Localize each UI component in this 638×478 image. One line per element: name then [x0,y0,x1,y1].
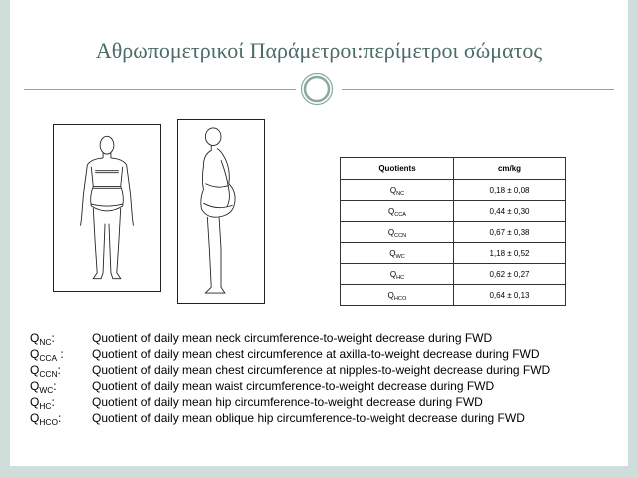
legend-abbreviation: $Q_{CCN}$: [30,363,61,379]
legend-description: Quotient of daily mean hip circumference-to-weight decrease during FWD [92,395,483,409]
table-row [341,264,566,285]
quotient-value: 0,67 ± 0,38 [454,222,566,243]
table-row [341,180,566,201]
quotient-value: 0,44 ± 0,30 [454,201,566,222]
legend-description: Quotient of daily mean neck circumference-to-weight decrease during FWD [92,331,493,345]
slide-title: Αθρωπομετρικοί Παράμετροι:περίμετροι σώματος [95,38,543,63]
legend-item [30,394,550,410]
legend-description: Quotient of daily mean chest circumference at axilla-to-weight decrease during FWD [92,347,540,361]
quotient-name: $Q_{NC}$ [341,180,454,201]
table-row [341,222,566,243]
table-header-row [341,158,566,180]
legend-abbreviation: $Q_{WC}$: [30,379,57,395]
legend-abbreviation: $Q_{HC}$: [30,395,55,411]
legend-item [30,346,550,362]
legend-description: Quotient of daily mean chest circumference at nipples-to-weight decrease during FWD [92,363,551,377]
body-side-outline-icon [177,119,265,304]
title-divider-right [342,89,614,90]
quotient-value: 0,18 ± 0,08 [454,180,566,201]
quotient-name: $Q_{CCA}$ [341,201,454,222]
quotient-name: $Q_{HCO}$ [341,285,454,306]
quotient-value: 1,18 ± 0,52 [454,243,566,264]
legend-item [30,330,550,346]
table-row [341,243,566,264]
slide-frame-right [628,0,638,478]
body-front-outline-icon [53,124,161,292]
quotient-name: $Q_{HC}$ [341,264,454,285]
table-header-quotients: Quotients [341,158,454,180]
legend-abbreviation: $Q_{CCA}$ : [30,347,64,363]
quotients-table [340,157,566,306]
quotient-value: 0,64 ± 0,13 [454,285,566,306]
abbreviation-legend [30,330,550,426]
legend-description: Quotient of daily mean waist circumference-to-weight decrease during FWD [92,379,495,393]
legend-item [30,378,550,394]
slide-frame-left [0,0,10,478]
legend-item [30,410,550,426]
legend-abbreviation: $Q_{HCO}$: [30,411,62,427]
quotient-value: 0,62 ± 0,27 [454,264,566,285]
quotient-name: $Q_{WC}$ [341,243,454,264]
slide-frame-bottom [0,466,638,478]
table-row [341,201,566,222]
circle-ornament-icon [300,72,334,106]
table-row [341,285,566,306]
legend-item [30,362,550,378]
quotient-name: $Q_{CCN}$ [341,222,454,243]
table-header-unit: cm/kg [454,158,566,180]
legend-abbreviation: $Q_{NC}$: [30,331,55,347]
title-divider-left [24,89,296,90]
legend-description: Quotient of daily mean oblique hip circumference-to-weight decrease during FWD [92,411,525,425]
